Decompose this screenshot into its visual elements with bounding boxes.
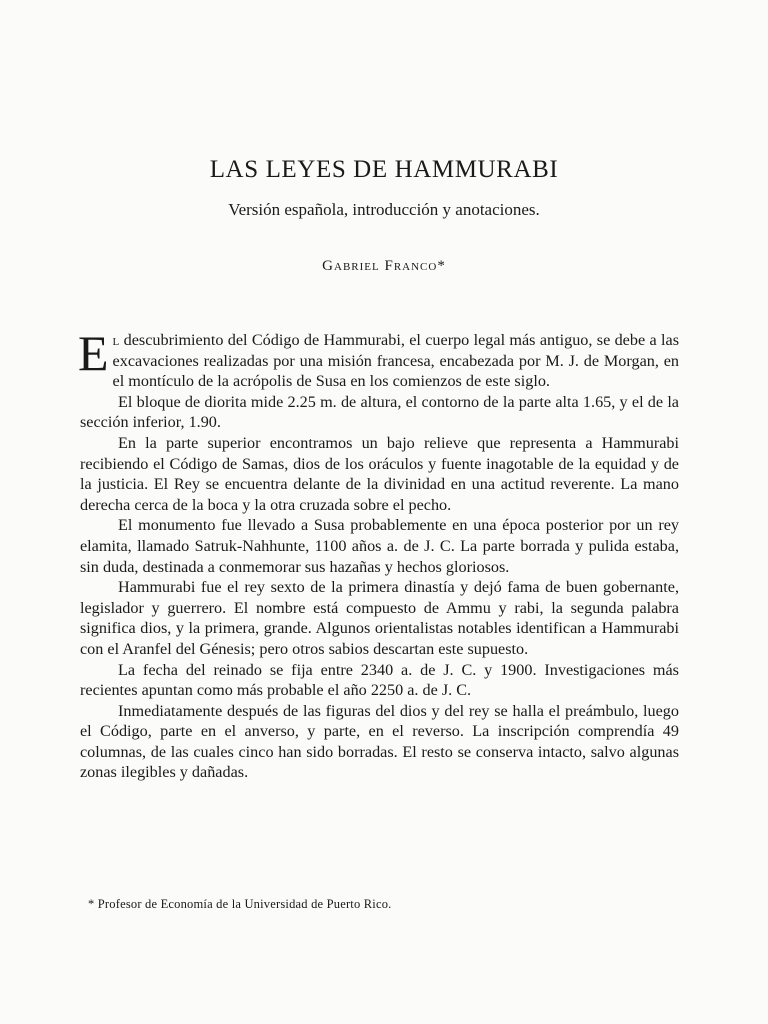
lead-letter: l [112,331,120,349]
paragraph-2: El bloque de diorita mide 2.25 m. de altura, el contorno de la parte alta 1.65, y el de la sección inferior, 1.90. [80,392,679,432]
paragraph-5: Hammurabi fue el rey sexto de la primera dinastía y dejó fama de buen gobernante, legislador y guerrero. El nombre está compuesto de Ammu y rabi, la segunda palabra significa dios, y la primera, grande. Algunos orientalistas notables identifican a Hammurabi con el Aranfel del Génesis; pero otros sabios descartan este supuesto. [80,578,679,658]
paragraph-3: En la parte superior encontramos un bajo relieve que representa a Hammurabi recibiendo el Código de Samas, dios de los oráculos y fuente inagotable de la equidad y de la justicia. El Rey se encuentra delante de la divinidad en una actitud reverente. La mano derecha cerca de la boca y la otra cruzada sobre el pecho. [80,433,679,514]
drop-cap: E [78,325,109,381]
paragraph-1 [78,325,679,392]
article-body [78,325,679,783]
page-title: LAS LEYES DE HAMMURABI [209,156,559,183]
paragraph-4: El monumento fue llevado a Susa probablemente en una época posterior por un rey elamita, llamado Satruk-Nahhunte, 1100 años a. de J. C. La parte borrada y pulida estaba, sin duda, destinada a conmemorar sus hazañas y hechos gloriosos. [80,516,679,576]
paragraph-7: Inmediatamente después de las figuras del dios y del rey se halla el preámbulo, luego el Código, parte en el anverso, y parte, en el reverso. La inscripción comprendía 49 columnas, de las cuales cinco han sido borradas. El resto se conserva intacto, salvo algunas zonas ilegibles y dañadas. [80,701,679,782]
footnote: * Profesor de Economía de la Universidad de Puerto Rico. [88,897,392,911]
paragraph-6: La fecha del reinado se fija entre 2340 a. de J. C. y 1900. Investigaciones más recientes apuntan como más probable el año 2250 a. de J. C. [80,660,679,700]
page-subtitle: Versión española, introducción y anotaciones. [228,200,540,219]
paragraph-text: descubrimiento del Código de Hammurabi, el cuerpo legal más antiguo, se debe a las excavaciones realizadas por una misión francesa, encabezada por M. J. de Morgan, en el montículo de la acrópolis de Susa en los comienzos de este siglo. [112,331,679,391]
author-name: Gabriel Franco* [322,258,446,274]
